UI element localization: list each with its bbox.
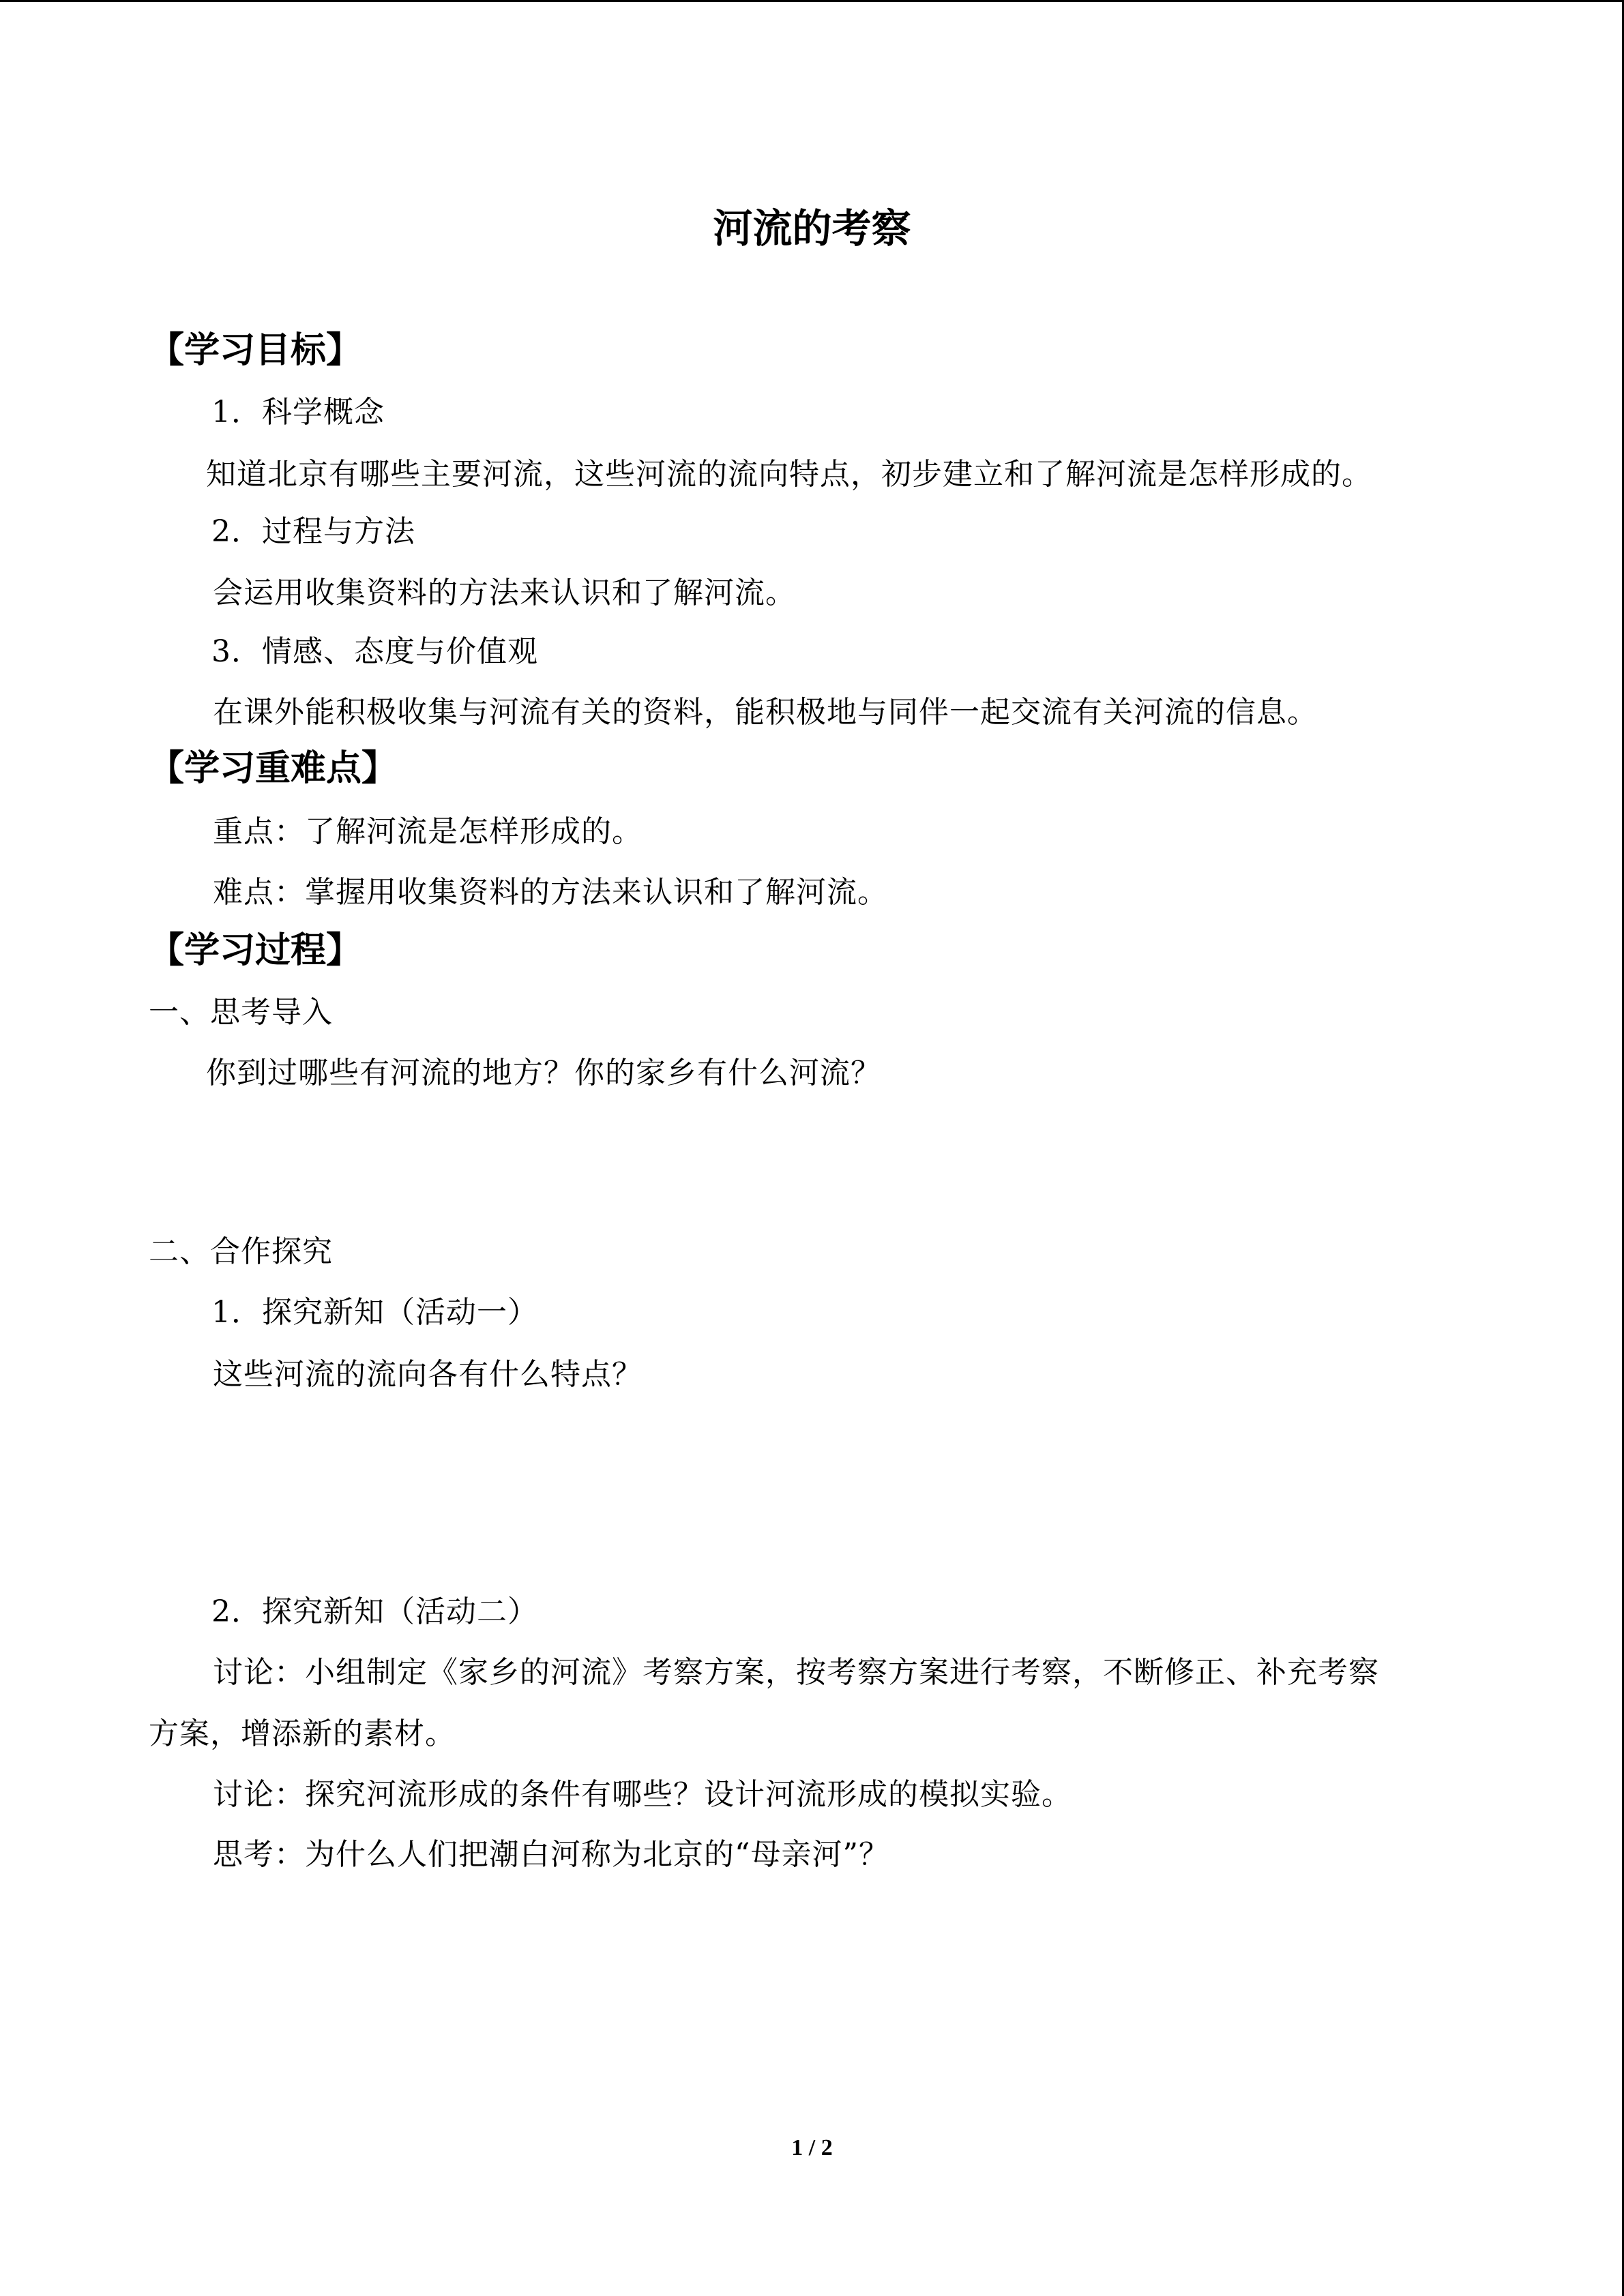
part-1-title: 一、思考导入 [149, 995, 333, 1030]
objective-1-label: 1．科学概念 [211, 395, 385, 430]
page-number: 1 / 2 [791, 2135, 833, 2160]
key-points-heading: 【学习重难点】 [149, 748, 398, 789]
key-point: 重点：了解河流是怎样形成的。 [213, 814, 643, 849]
discussion-2: 讨论：探究河流形成的条件有哪些？设计河流形成的模拟实验。 [213, 1777, 1072, 1812]
difficulty-point: 难点：掌握用收集资料的方法来认识和了解河流。 [213, 875, 888, 910]
document-title: 河流的考察 [713, 205, 911, 252]
activity-1-label: 1．探究新知（活动一） [211, 1295, 538, 1330]
discussion-1-line-2: 方案，增添新的素材。 [149, 1716, 456, 1751]
objective-3-label: 3．情感、态度与价值观 [211, 634, 538, 669]
part-2-title: 二、合作探究 [149, 1234, 333, 1269]
page-border-top [0, 0, 1624, 2]
objectives-heading: 【学习目标】 [149, 330, 362, 371]
activity-1-question: 这些河流的流向各有什么特点？ [213, 1357, 643, 1392]
objective-3-text: 在课外能积极收集与河流有关的资料，能积极地与同伴一起交流有关河流的信息。 [213, 695, 1318, 730]
part-1-question: 你到过哪些有河流的地方？你的家乡有什么河流？ [206, 1056, 881, 1090]
activity-2-label: 2．探究新知（活动二） [211, 1594, 538, 1629]
discussion-1-line-1: 讨论：小组制定《家乡的河流》考察方案，按考察方案进行考察，不断修正、补充考察 [213, 1655, 1379, 1690]
objective-2-text: 会运用收集资料的方法来认识和了解河流。 [213, 576, 796, 610]
thinking-question: 思考：为什么人们把潮白河称为北京的“母亲河”？ [213, 1837, 889, 1872]
process-heading: 【学习过程】 [149, 930, 362, 971]
objective-1-text: 知道北京有哪些主要河流，这些河流的流向特点，初步建立和了解河流是怎样形成的。 [206, 457, 1372, 492]
objective-2-label: 2．过程与方法 [211, 514, 415, 549]
